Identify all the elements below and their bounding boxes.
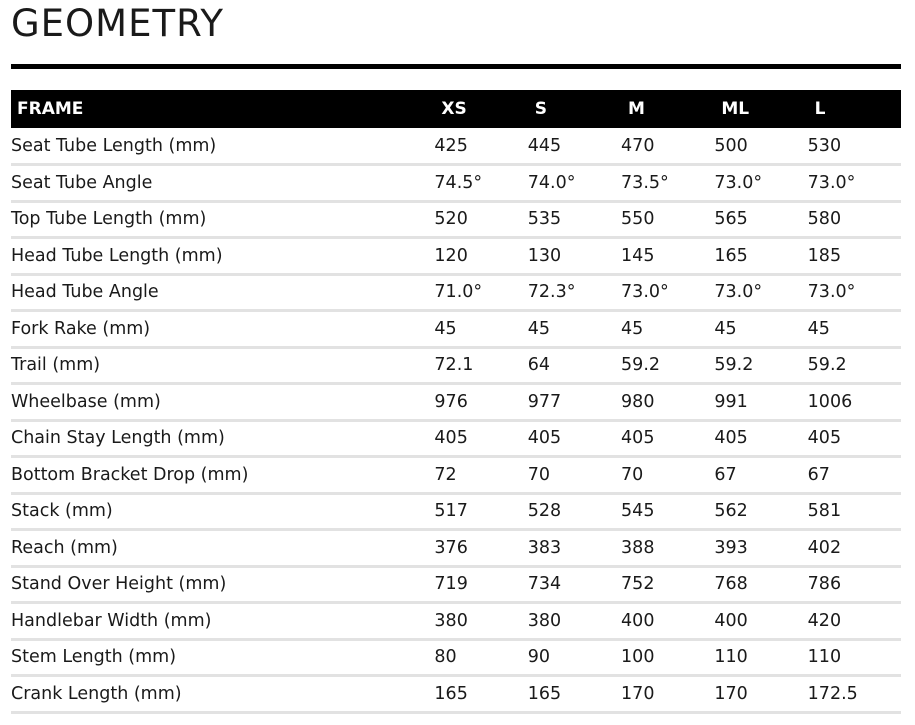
table-row xyxy=(11,530,901,567)
row-label: Reach (mm) xyxy=(11,530,434,567)
cell-value: 45 xyxy=(808,311,901,348)
cell-value: 380 xyxy=(434,603,527,640)
row-label: Wheelbase (mm) xyxy=(11,384,434,421)
row-label: Handlebar Width (mm) xyxy=(11,603,434,640)
cell-value: 165 xyxy=(528,676,621,713)
cell-value: 400 xyxy=(714,603,807,640)
cell-value: 64 xyxy=(528,347,621,384)
row-label: Seat Tube Length (mm) xyxy=(11,128,434,165)
cell-value: 581 xyxy=(808,493,901,530)
cell-value: 530 xyxy=(808,128,901,165)
cell-value: 73.0° xyxy=(714,274,807,311)
cell-value: 45 xyxy=(714,311,807,348)
cell-value: 393 xyxy=(714,530,807,567)
cell-value: 734 xyxy=(528,566,621,603)
cell-value: 72.1 xyxy=(434,347,527,384)
row-label: Stack (mm) xyxy=(11,493,434,530)
title-divider xyxy=(11,64,901,69)
header-size-m: M xyxy=(628,99,645,119)
cell-value: 172.5 xyxy=(808,676,901,713)
row-label: Top Tube Length (mm) xyxy=(11,201,434,238)
cell-value: 405 xyxy=(528,420,621,457)
cell-value: 980 xyxy=(621,384,714,421)
row-label: Fork Rake (mm) xyxy=(11,311,434,348)
cell-value: 73.0° xyxy=(714,165,807,202)
cell-value: 445 xyxy=(528,128,621,165)
cell-value: 752 xyxy=(621,566,714,603)
table-row xyxy=(11,274,901,311)
cell-value: 45 xyxy=(621,311,714,348)
cell-value: 977 xyxy=(528,384,621,421)
cell-value: 565 xyxy=(714,201,807,238)
cell-value: 73.0° xyxy=(808,274,901,311)
cell-value: 400 xyxy=(621,603,714,640)
cell-value: 380 xyxy=(528,603,621,640)
cell-value: 110 xyxy=(714,639,807,676)
table-body xyxy=(11,128,901,712)
cell-value: 71.0° xyxy=(434,274,527,311)
row-label: Seat Tube Angle xyxy=(11,165,434,202)
table-row xyxy=(11,347,901,384)
cell-value: 73.0° xyxy=(808,165,901,202)
cell-value: 74.5° xyxy=(434,165,527,202)
row-label: Stand Over Height (mm) xyxy=(11,566,434,603)
cell-value: 100 xyxy=(621,639,714,676)
cell-value: 165 xyxy=(434,676,527,713)
cell-value: 991 xyxy=(714,384,807,421)
table-row xyxy=(11,493,901,530)
cell-value: 517 xyxy=(434,493,527,530)
cell-value: 550 xyxy=(621,201,714,238)
cell-value: 67 xyxy=(714,457,807,494)
cell-value: 90 xyxy=(528,639,621,676)
header-frame: FRAME xyxy=(17,99,84,119)
cell-value: 535 xyxy=(528,201,621,238)
cell-value: 59.2 xyxy=(808,347,901,384)
table-row xyxy=(11,603,901,640)
row-label: Trail (mm) xyxy=(11,347,434,384)
cell-value: 976 xyxy=(434,384,527,421)
cell-value: 383 xyxy=(528,530,621,567)
cell-value: 110 xyxy=(808,639,901,676)
cell-value: 73.0° xyxy=(621,274,714,311)
table-row xyxy=(11,676,901,713)
table-row xyxy=(11,201,901,238)
cell-value: 545 xyxy=(621,493,714,530)
header-size-xs: XS xyxy=(441,99,467,119)
header-size-s: S xyxy=(534,99,547,119)
table-row xyxy=(11,420,901,457)
table-header-row xyxy=(11,90,901,128)
table-row xyxy=(11,639,901,676)
cell-value: 405 xyxy=(808,420,901,457)
table-row xyxy=(11,311,901,348)
cell-value: 170 xyxy=(714,676,807,713)
cell-value: 170 xyxy=(621,676,714,713)
table-row xyxy=(11,384,901,421)
header-size-l: L xyxy=(814,99,826,119)
cell-value: 67 xyxy=(808,457,901,494)
table-row xyxy=(11,457,901,494)
cell-value: 388 xyxy=(621,530,714,567)
geometry-table xyxy=(11,90,901,714)
header-size-ml: ML xyxy=(721,99,750,119)
cell-value: 425 xyxy=(434,128,527,165)
cell-value: 1006 xyxy=(808,384,901,421)
cell-value: 580 xyxy=(808,201,901,238)
row-label: Stem Length (mm) xyxy=(11,639,434,676)
cell-value: 74.0° xyxy=(528,165,621,202)
cell-value: 719 xyxy=(434,566,527,603)
cell-value: 520 xyxy=(434,201,527,238)
cell-value: 45 xyxy=(528,311,621,348)
cell-value: 470 xyxy=(621,128,714,165)
cell-value: 405 xyxy=(714,420,807,457)
cell-value: 528 xyxy=(528,493,621,530)
cell-value: 768 xyxy=(714,566,807,603)
cell-value: 402 xyxy=(808,530,901,567)
page-title: GEOMETRY xyxy=(11,2,225,45)
cell-value: 130 xyxy=(528,238,621,275)
cell-value: 70 xyxy=(528,457,621,494)
cell-value: 70 xyxy=(621,457,714,494)
cell-value: 80 xyxy=(434,639,527,676)
cell-value: 73.5° xyxy=(621,165,714,202)
table-row xyxy=(11,238,901,275)
cell-value: 59.2 xyxy=(621,347,714,384)
row-label: Head Tube Angle xyxy=(11,274,434,311)
cell-value: 562 xyxy=(714,493,807,530)
cell-value: 185 xyxy=(808,238,901,275)
row-label: Chain Stay Length (mm) xyxy=(11,420,434,457)
cell-value: 405 xyxy=(434,420,527,457)
table-row xyxy=(11,165,901,202)
cell-value: 72 xyxy=(434,457,527,494)
row-label: Bottom Bracket Drop (mm) xyxy=(11,457,434,494)
cell-value: 786 xyxy=(808,566,901,603)
cell-value: 165 xyxy=(714,238,807,275)
row-label: Crank Length (mm) xyxy=(11,676,434,713)
cell-value: 376 xyxy=(434,530,527,567)
cell-value: 120 xyxy=(434,238,527,275)
cell-value: 145 xyxy=(621,238,714,275)
row-label: Head Tube Length (mm) xyxy=(11,238,434,275)
table-row xyxy=(11,566,901,603)
cell-value: 405 xyxy=(621,420,714,457)
cell-value: 59.2 xyxy=(714,347,807,384)
cell-value: 500 xyxy=(714,128,807,165)
cell-value: 72.3° xyxy=(528,274,621,311)
cell-value: 420 xyxy=(808,603,901,640)
cell-value: 45 xyxy=(434,311,527,348)
table-row xyxy=(11,128,901,165)
